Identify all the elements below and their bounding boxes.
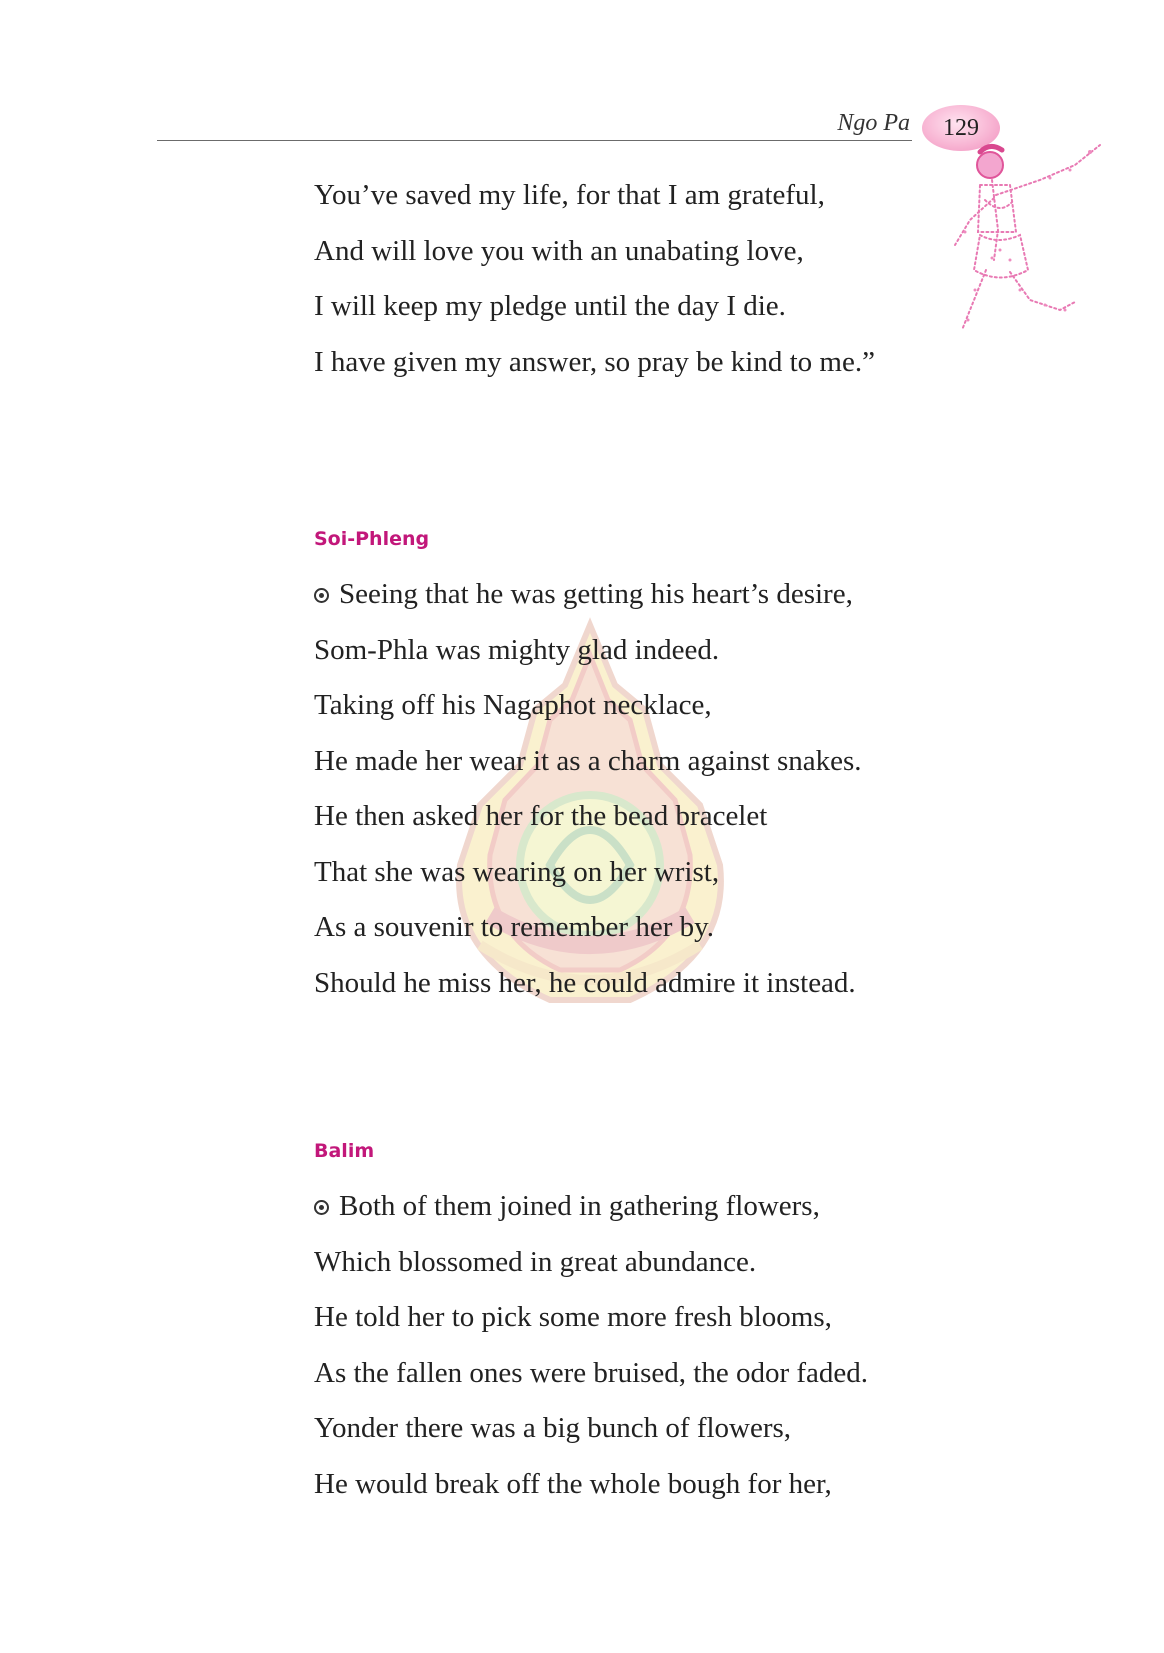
verse-line: He made her wear it as a charm against snakes. (314, 744, 862, 777)
header-rule (157, 140, 912, 141)
verse-line-text: Both of them joined in gathering flowers, (339, 1190, 820, 1222)
verse-line (314, 1179, 1014, 1235)
circled-dot-icon (314, 588, 329, 603)
verse-line: Taking off his Nagaphot necklace, (314, 689, 712, 721)
verse-line: That she was wearing on her wrist, (314, 855, 720, 888)
section-heading-soi-phleng: Soi-Phleng (314, 528, 430, 550)
verse-line: You’ve saved my life, for that I am grateful, (314, 179, 825, 211)
page-number: 129 (943, 114, 979, 141)
verse-line: I have given my answer, so pray be kind to me.” (314, 345, 875, 378)
verse-line: As the fallen ones were bruised, the odor faded. (314, 1356, 869, 1389)
verse-line: And will love you with an unabating love, (314, 234, 804, 267)
verse-line: He told her to pick some more fresh blooms, (314, 1301, 832, 1333)
verse-line: As a souvenir to remember her by. (314, 911, 714, 943)
verse-line: Yonder there was a big bunch of flowers, (314, 1412, 792, 1444)
verse-line: Som-Phla was mighty glad indeed. (314, 633, 720, 666)
circled-dot-icon (314, 1200, 329, 1215)
verse-line: He would break off the whole bough for her, (314, 1467, 832, 1500)
verse-line (314, 567, 1014, 623)
verse-line: He then asked her for the bead bracelet (314, 800, 768, 832)
verse-line: I will keep my pledge until the day I die. (314, 290, 786, 322)
intro-stanza (314, 168, 1014, 390)
stanza-soi-phleng (314, 567, 1014, 1011)
verse-line-text: Seeing that he was getting his heart’s desire, (339, 578, 853, 610)
verse-line: Should he miss her, he could admire it instead. (314, 966, 856, 999)
section-heading-balim: Balim (314, 1140, 375, 1162)
running-title: Ngo Pa (837, 110, 910, 136)
stanza-balim (314, 1179, 1014, 1512)
verse-line: Which blossomed in great abundance. (314, 1245, 757, 1278)
